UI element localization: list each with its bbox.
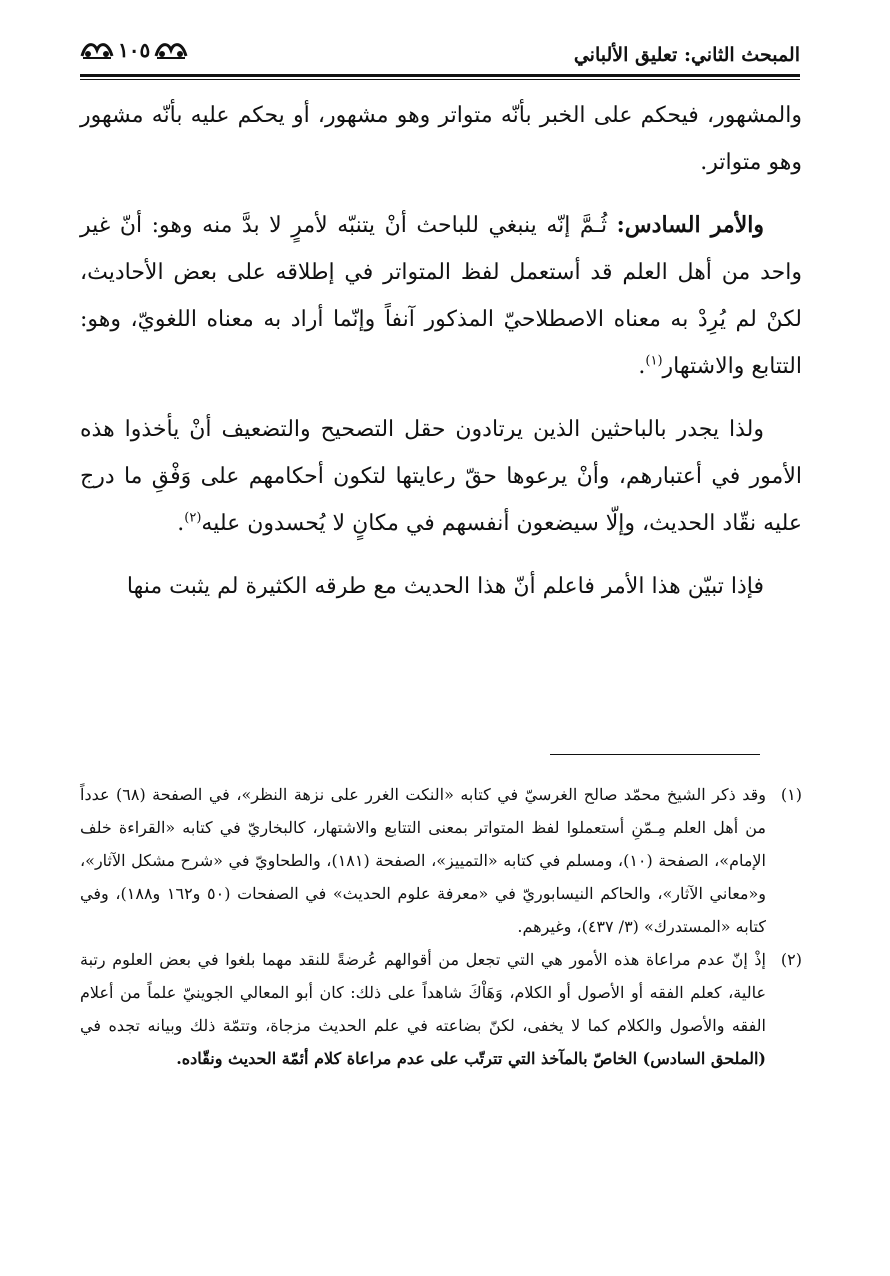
- scroll-ornament-icon: [80, 38, 114, 62]
- footnote-number: (٢): [780, 950, 802, 969]
- footnote: [80, 778, 802, 943]
- main-text: [80, 92, 802, 626]
- paragraph: [80, 92, 802, 186]
- paragraph-end: .: [177, 511, 185, 536]
- paragraph-end: .: [638, 354, 646, 379]
- page-number-ornament: [80, 38, 188, 62]
- paragraph-text: فإذا تبيّن هذا الأمر فاعلم أنّ هذا الحديث مع طرقه الكثيرة لم يثبت منها: [126, 574, 764, 599]
- footnote: [80, 943, 802, 1075]
- paragraph-text: والمشهور، فيحكم على الخبر بأنّه متواتر وهو مشهور، أو يحكم عليه بأنّه مشهور وهو متواتر.: [80, 103, 802, 175]
- footnote-bold-text: (الملحق السادس) الخاصّ بالمآخذ التي تترتّب على عدم مراعاة كلام أئمّة الحديث ونقّاده.: [176, 1049, 766, 1068]
- page-number: ١٠٥: [118, 38, 151, 62]
- paragraph-text: ولذا يجدر بالباحثين الذين يرتادون حقل التصحيح والتضعيف أنْ يأخذوا هذه الأمور في أعتبارهم، وأنْ يرعوها حقّ رعايتها لتكون أحكامهم على وَفْقِ ما درج عليه نقّاد الحديث، وإلّا سيضعون أنفسهم في مكانٍ لا يُحسدون عليه: [80, 417, 802, 536]
- footnote-ref[interactable]: (٢): [184, 510, 202, 526]
- footnote-number: (١): [780, 785, 802, 804]
- footnote-text: وقد ذكر الشيخ محمّد صالح الغرسيّ في كتابه «النكت الغرر على نزهة النظر»، في الصفحة (٦٨) عدداً من أهل العلم مِـمّنِ أستعملوا لفظ المتواتر بمعنى التتابع والاشتهار، كالبخاريّ في كتابه «القراءة خلف الإمام»، الصفحة (١٠)، ومسلم في كتابه «التمييز»، الصفحة (١٨١)، والطحاويّ في «شرح مشكل الآثار»، و«معاني الآثار»، والحاكم النيسابوريّ في «معرفة علوم الحديث» في الصفحات (٥٠ و١٦٢ و١٨٨)، وفي كتابه «المستدرك» (٣/ ٤٣٧)، وغيرهم.: [80, 785, 767, 936]
- footnote-separator: [550, 754, 760, 755]
- paragraph: [80, 563, 802, 610]
- paragraph-text: ثُـمَّ إنّه ينبغي للباحث أنْ يتنبّه لأمرٍ لا بدَّ منه وهو: أنّ غير واحد من أهل العلم قد أستعمل لفظ المتواتر في إطلاقه على بعض الأحاديث، لكنْ لم يُرِدْ به معناه الاصطلاحيّ المذكور آنفاً وإنّما أراد به معناه اللغويّ، وهو: التتابع والاشتهار: [80, 213, 802, 379]
- footnote-ref[interactable]: (١): [645, 353, 663, 369]
- footnotes: [80, 778, 802, 1075]
- header-title: المبحث الثاني: تعليق الألباني: [573, 44, 800, 66]
- running-header: [80, 34, 800, 78]
- paragraph: [80, 202, 802, 390]
- footnote-text: إذْ إنّ عدم مراعاة هذه الأمور هي التي تجعل من أقوالهم عُرضةً للنقد مهما بلغوا في بعض العلوم رتبة عالية، كعلم الفقه أو الأصول أو الكلام، وَهَاْكَ شاهداً على ذلك: كان أبو المعالي الجوينيّ علماً من أعلام الفقه والأصول والكلام كما لا يخفى، لكنّ بضاعته في علم الحديث مزجاة، وتتمّة ذلك وبيانه تجده في: [80, 950, 766, 1035]
- scroll-ornament-icon: [154, 38, 188, 62]
- paragraph: [80, 406, 802, 547]
- header-rule: [80, 74, 800, 77]
- paragraph-lead: والأمر السادس:: [616, 212, 764, 238]
